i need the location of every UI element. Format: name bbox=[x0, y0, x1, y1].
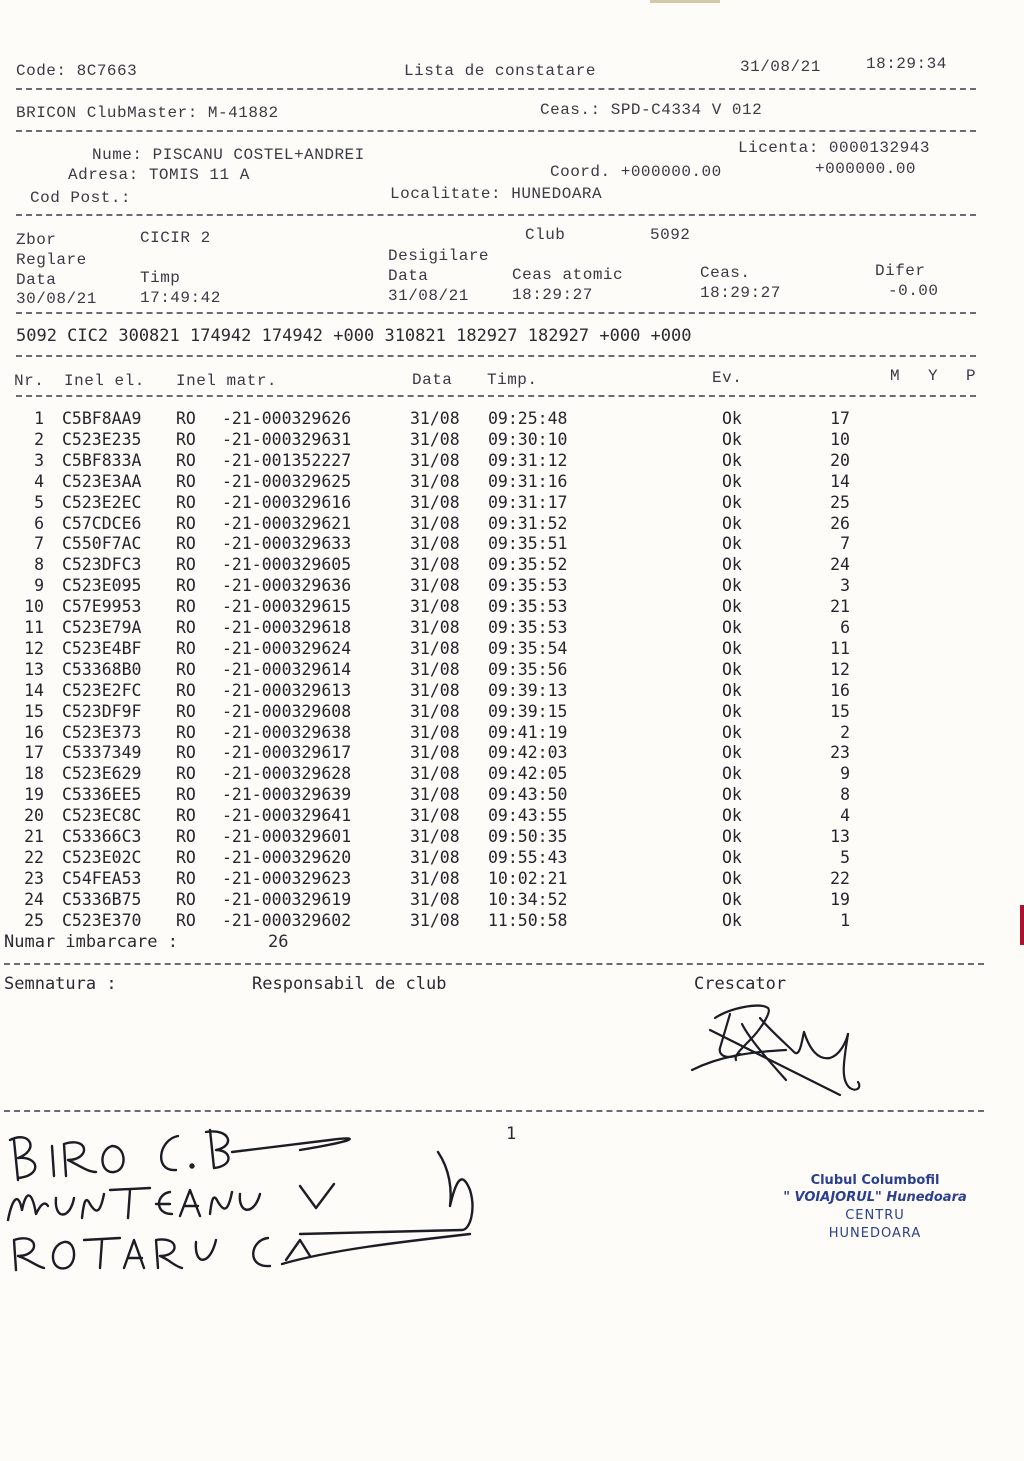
cell-timp: 09:31:12 bbox=[488, 450, 568, 470]
cell-timp: 09:43:55 bbox=[488, 806, 568, 826]
table-row bbox=[0, 555, 1024, 576]
cell-data: 31/08 bbox=[410, 409, 460, 428]
numar-imbarcare-label: Numar imbarcare : bbox=[4, 932, 178, 952]
cell-inel-el: C523E095 bbox=[62, 576, 142, 596]
cell-data: 31/08 bbox=[410, 680, 460, 700]
data-label-2: Data bbox=[388, 267, 429, 285]
cell-inel-el: C523E370 bbox=[62, 910, 142, 930]
cell-nr: 8 bbox=[34, 555, 44, 575]
cell-data: 31/08 bbox=[410, 534, 460, 554]
cell-country: RO bbox=[176, 764, 196, 784]
cell-ev: Ok bbox=[722, 889, 742, 909]
cell-ev: Ok bbox=[722, 847, 742, 867]
cell-timp: 09:42:03 bbox=[488, 743, 568, 763]
cell-ev: Ok bbox=[722, 868, 742, 888]
table-row bbox=[0, 702, 1024, 723]
cell-data: 31/08 bbox=[410, 492, 460, 512]
cell-inel-matr: -21-000329621 bbox=[222, 513, 352, 533]
cell-data: 31/08 bbox=[410, 450, 460, 470]
cell-data: 31/08 bbox=[410, 638, 460, 658]
cell-country: RO bbox=[176, 910, 196, 930]
table-row bbox=[0, 806, 1024, 827]
cell-country: RO bbox=[176, 806, 196, 826]
cell-ev: Ok bbox=[722, 513, 742, 533]
stamp-line-4: HUNEDOARA bbox=[828, 1226, 922, 1241]
cell-value: 4 bbox=[840, 806, 850, 826]
cell-country: RO bbox=[176, 450, 196, 470]
cell-inel-matr: -21-000329639 bbox=[222, 785, 352, 805]
ceas-label: Ceas.: SPD-C4334 V 012 bbox=[540, 101, 763, 119]
cell-inel-matr: -21-000329613 bbox=[222, 680, 352, 700]
cell-value: 10 bbox=[830, 429, 850, 449]
ceas-atomic-label: Ceas atomic bbox=[512, 266, 624, 284]
numar-imbarcare-value: 26 bbox=[268, 932, 289, 952]
cell-inel-matr: -21-000329616 bbox=[222, 492, 352, 512]
cell-nr: 18 bbox=[24, 764, 44, 784]
document-title: Lista de constatare bbox=[404, 62, 596, 80]
cell-ev: Ok bbox=[722, 597, 742, 617]
table-row bbox=[0, 514, 1024, 535]
cell-data: 31/08 bbox=[410, 701, 460, 721]
cell-timp: 09:31:52 bbox=[488, 513, 568, 533]
cell-inel-matr: -21-000329601 bbox=[222, 827, 352, 846]
cell-timp: 09:42:05 bbox=[488, 764, 568, 784]
owner-address: Adresa: TOMIS 11 A bbox=[68, 166, 250, 184]
crescator-label: Crescator bbox=[694, 974, 787, 994]
owner-coord-2: +000000.00 bbox=[815, 160, 917, 178]
stamp-line-2: " VOIAJORUL" Hunedoara bbox=[783, 1190, 967, 1205]
cell-inel-matr: -21-000329619 bbox=[222, 889, 352, 909]
cell-country: RO bbox=[176, 827, 196, 846]
cell-data: 31/08 bbox=[410, 785, 460, 805]
table-row bbox=[0, 764, 1024, 785]
col-inel-matr: Inel matr. bbox=[176, 372, 278, 390]
clubmaster-label: BRICON ClubMaster: M-41882 bbox=[16, 104, 279, 122]
cell-timp: 09:25:48 bbox=[488, 409, 568, 428]
cell-inel-el: C523E373 bbox=[62, 722, 142, 742]
desigilare-label: Desigilare bbox=[388, 247, 490, 265]
divider bbox=[16, 395, 976, 397]
cell-inel-matr: -21-000329617 bbox=[222, 743, 352, 763]
cell-nr: 21 bbox=[24, 827, 44, 846]
cell-timp: 09:31:17 bbox=[488, 492, 568, 512]
club-value: 5092 bbox=[650, 226, 691, 244]
cell-inel-el: C53368B0 bbox=[62, 659, 142, 679]
cell-value: 25 bbox=[830, 492, 850, 512]
cell-data: 31/08 bbox=[410, 868, 460, 888]
table-row bbox=[0, 597, 1024, 618]
cell-ev: Ok bbox=[722, 534, 742, 554]
cell-nr: 3 bbox=[34, 450, 44, 470]
cell-nr: 13 bbox=[24, 659, 44, 679]
cell-ev: Ok bbox=[722, 701, 742, 721]
cell-inel-el: C523DFC3 bbox=[62, 555, 142, 575]
cell-inel-matr: -21-000329641 bbox=[222, 806, 352, 826]
cell-country: RO bbox=[176, 889, 196, 909]
cell-inel-matr: -21-000329628 bbox=[222, 764, 352, 784]
cell-country: RO bbox=[176, 429, 196, 449]
paper-top-mark bbox=[650, 0, 720, 3]
cell-value: 3 bbox=[840, 576, 850, 596]
cell-country: RO bbox=[176, 680, 196, 700]
ceas-col-label: Ceas. bbox=[700, 264, 751, 282]
cell-nr: 23 bbox=[24, 868, 44, 888]
reglare-label: Reglare bbox=[16, 251, 87, 269]
col-ev: Ev. bbox=[712, 369, 743, 387]
cell-nr: 1 bbox=[34, 409, 44, 428]
responsabil-label: Responsabil de club bbox=[252, 974, 447, 994]
cell-inel-matr: -21-000329636 bbox=[222, 576, 352, 596]
cell-data: 31/08 bbox=[410, 597, 460, 617]
table-row bbox=[0, 869, 1024, 890]
cell-country: RO bbox=[176, 701, 196, 721]
col-inel-el: Inel el. bbox=[64, 372, 145, 390]
cell-inel-el: C523E235 bbox=[62, 429, 142, 449]
semnatura-label: Semnatura : bbox=[4, 974, 117, 994]
cell-value: 8 bbox=[840, 785, 850, 805]
cell-data: 31/08 bbox=[410, 555, 460, 575]
cell-nr: 11 bbox=[24, 618, 44, 637]
cell-nr: 17 bbox=[24, 743, 44, 763]
cell-country: RO bbox=[176, 847, 196, 867]
cell-inel-matr: -21-000329631 bbox=[222, 429, 352, 449]
cell-data: 31/08 bbox=[410, 618, 460, 637]
cell-ev: Ok bbox=[722, 785, 742, 805]
cell-ev: Ok bbox=[722, 618, 742, 637]
divider bbox=[16, 214, 976, 216]
club-stamp bbox=[745, 1172, 1005, 1243]
cell-data: 31/08 bbox=[410, 847, 460, 867]
cell-ev: Ok bbox=[722, 743, 742, 763]
cell-value: 6 bbox=[840, 618, 850, 637]
cell-ev: Ok bbox=[722, 722, 742, 742]
cell-data: 31/08 bbox=[410, 513, 460, 533]
cell-data: 31/08 bbox=[410, 743, 460, 763]
owner-coord: Coord. +000000.00 bbox=[550, 163, 722, 181]
cell-nr: 19 bbox=[24, 785, 44, 805]
cell-value: 22 bbox=[830, 868, 850, 888]
cell-inel-matr: -21-000329615 bbox=[222, 597, 352, 617]
col-m: M bbox=[890, 367, 901, 385]
cell-timp: 09:35:52 bbox=[488, 555, 568, 575]
cell-timp: 11:50:58 bbox=[488, 910, 568, 930]
desigilare-data: 31/08/21 bbox=[388, 287, 469, 305]
cell-value: 24 bbox=[830, 555, 850, 575]
cell-country: RO bbox=[176, 492, 196, 512]
cell-nr: 20 bbox=[24, 806, 44, 826]
table-row bbox=[0, 472, 1024, 493]
cell-country: RO bbox=[176, 785, 196, 805]
col-p: P bbox=[966, 367, 977, 385]
cell-inel-el: C523E02C bbox=[62, 847, 142, 867]
cell-country: RO bbox=[176, 471, 196, 491]
cell-timp: 09:35:53 bbox=[488, 597, 568, 617]
page-number: 1 bbox=[506, 1124, 517, 1144]
cell-value: 19 bbox=[830, 889, 850, 909]
cell-ev: Ok bbox=[722, 764, 742, 784]
cell-country: RO bbox=[176, 743, 196, 763]
cell-inel-el: C550F7AC bbox=[62, 534, 142, 554]
cell-nr: 10 bbox=[24, 597, 44, 617]
cell-value: 9 bbox=[840, 764, 850, 784]
col-nr: Nr. bbox=[14, 372, 45, 390]
table-row bbox=[0, 890, 1024, 911]
table-row bbox=[0, 848, 1024, 869]
reglare-data: 30/08/21 bbox=[16, 290, 97, 308]
difer-value: -0.00 bbox=[888, 282, 939, 300]
cell-value: 5 bbox=[840, 847, 850, 867]
cell-inel-el: C523E629 bbox=[62, 764, 142, 784]
cell-country: RO bbox=[176, 618, 196, 637]
cell-country: RO bbox=[176, 638, 196, 658]
cell-data: 31/08 bbox=[410, 722, 460, 742]
cell-timp: 09:30:10 bbox=[488, 429, 568, 449]
cell-nr: 5 bbox=[34, 492, 44, 512]
divider bbox=[16, 130, 976, 132]
table-row bbox=[0, 639, 1024, 660]
cell-inel-el: C54FEA53 bbox=[62, 868, 142, 888]
col-data: Data bbox=[412, 371, 453, 389]
cell-inel-matr: -21-000329620 bbox=[222, 847, 352, 867]
owner-locality: Localitate: HUNEDOARA bbox=[390, 185, 603, 203]
cell-inel-matr: -21-000329602 bbox=[222, 910, 352, 930]
club-label: Club bbox=[525, 226, 566, 244]
cell-nr: 25 bbox=[24, 910, 44, 930]
cell-country: RO bbox=[176, 659, 196, 679]
cell-data: 31/08 bbox=[410, 659, 460, 679]
cell-value: 21 bbox=[830, 597, 850, 617]
cell-country: RO bbox=[176, 722, 196, 742]
divider bbox=[16, 88, 976, 90]
table-row bbox=[0, 618, 1024, 639]
cell-inel-el: C523E4BF bbox=[62, 638, 142, 658]
cell-timp: 09:31:16 bbox=[488, 471, 568, 491]
cell-value: 17 bbox=[830, 409, 850, 428]
ceas-value: 18:29:27 bbox=[700, 284, 781, 302]
header-time: 18:29:34 bbox=[866, 55, 947, 73]
handwritten-names bbox=[0, 1110, 530, 1280]
cell-timp: 09:35:51 bbox=[488, 534, 568, 554]
table-row bbox=[0, 723, 1024, 744]
cell-country: RO bbox=[176, 513, 196, 533]
cell-nr: 16 bbox=[24, 722, 44, 742]
cell-inel-el: C57CDCE6 bbox=[62, 513, 142, 533]
cell-timp: 09:39:13 bbox=[488, 680, 568, 700]
header-date: 31/08/21 bbox=[740, 58, 821, 76]
col-y: Y bbox=[928, 367, 939, 385]
cell-nr: 14 bbox=[24, 680, 44, 700]
cell-country: RO bbox=[176, 597, 196, 617]
cell-timp: 09:35:53 bbox=[488, 618, 568, 637]
cell-data: 31/08 bbox=[410, 806, 460, 826]
cell-value: 2 bbox=[840, 722, 850, 742]
cell-inel-matr: -21-000329633 bbox=[222, 534, 352, 554]
cell-nr: 24 bbox=[24, 889, 44, 909]
cell-ev: Ok bbox=[722, 680, 742, 700]
cell-nr: 6 bbox=[34, 513, 44, 533]
cell-data: 31/08 bbox=[410, 889, 460, 909]
table-row bbox=[0, 743, 1024, 764]
owner-name: Nume: PISCANU COSTEL+ANDREI bbox=[92, 146, 365, 164]
cell-inel-el: C5336EE5 bbox=[62, 785, 142, 805]
cell-inel-matr: -21-001352227 bbox=[222, 450, 352, 470]
table-row bbox=[0, 681, 1024, 702]
cell-inel-el: C5336B75 bbox=[62, 889, 142, 909]
table-row bbox=[0, 451, 1024, 472]
cell-inel-matr: -21-000329608 bbox=[222, 701, 352, 721]
cell-value: 7 bbox=[840, 534, 850, 554]
cell-inel-el: C523E3AA bbox=[62, 471, 142, 491]
cell-country: RO bbox=[176, 409, 196, 428]
cell-inel-el: C5BF833A bbox=[62, 450, 142, 470]
cell-timp: 09:50:35 bbox=[488, 827, 568, 846]
cell-timp: 09:55:43 bbox=[488, 847, 568, 867]
cell-inel-matr: -21-000329626 bbox=[222, 409, 352, 428]
table-row bbox=[0, 576, 1024, 597]
zbor-value: CICIR 2 bbox=[140, 229, 211, 247]
cell-inel-el: C5337349 bbox=[62, 743, 142, 763]
cell-inel-el: C57E9953 bbox=[62, 597, 142, 617]
cell-inel-el: C523E79A bbox=[62, 618, 142, 637]
cell-country: RO bbox=[176, 555, 196, 575]
cell-inel-el: C53366C3 bbox=[62, 827, 142, 846]
cell-ev: Ok bbox=[722, 471, 742, 491]
table-row bbox=[0, 493, 1024, 514]
table-row bbox=[0, 534, 1024, 555]
cell-nr: 7 bbox=[34, 534, 44, 554]
cell-nr: 9 bbox=[34, 576, 44, 596]
cell-value: 13 bbox=[830, 827, 850, 846]
table-row bbox=[0, 430, 1024, 451]
zbor-label: Zbor bbox=[16, 231, 57, 249]
cell-timp: 09:41:19 bbox=[488, 722, 568, 742]
cell-value: 1 bbox=[840, 910, 850, 930]
cell-nr: 12 bbox=[24, 638, 44, 658]
cell-country: RO bbox=[176, 576, 196, 596]
cell-timp: 09:35:53 bbox=[488, 576, 568, 596]
divider bbox=[4, 963, 984, 965]
cell-value: 12 bbox=[830, 659, 850, 679]
reglare-timp: 17:49:42 bbox=[140, 289, 221, 307]
cell-country: RO bbox=[176, 534, 196, 554]
cell-inel-el: C523E2FC bbox=[62, 680, 142, 700]
cell-nr: 15 bbox=[24, 701, 44, 721]
table-row bbox=[0, 409, 1024, 430]
summary-line: 5092 CIC2 300821 174942 174942 +000 310821 182927 182927 +000 +000 bbox=[16, 326, 692, 346]
cell-data: 31/08 bbox=[410, 429, 460, 449]
table-row bbox=[0, 785, 1024, 806]
cell-nr: 2 bbox=[34, 429, 44, 449]
cell-timp: 09:35:54 bbox=[488, 638, 568, 658]
cell-inel-matr: -21-000329625 bbox=[222, 471, 352, 491]
cell-country: RO bbox=[176, 868, 196, 888]
divider bbox=[16, 355, 976, 357]
cell-inel-el: C5BF8AA9 bbox=[62, 409, 142, 428]
stamp-line-1: Clubul Columbofil bbox=[810, 1173, 940, 1188]
cell-inel-el: C523DF9F bbox=[62, 701, 142, 721]
cell-nr: 4 bbox=[34, 471, 44, 491]
owner-postcode: Cod Post.: bbox=[30, 189, 132, 207]
cell-data: 31/08 bbox=[410, 576, 460, 596]
cell-data: 31/08 bbox=[410, 471, 460, 491]
cell-value: 16 bbox=[830, 680, 850, 700]
cell-inel-matr: -21-000329638 bbox=[222, 722, 352, 742]
code-label: Code: 8C7663 bbox=[16, 62, 138, 80]
table-row bbox=[0, 660, 1024, 681]
cell-value: 20 bbox=[830, 450, 850, 470]
cell-inel-matr: -21-000329618 bbox=[222, 618, 352, 637]
cell-data: 31/08 bbox=[410, 827, 460, 846]
cell-ev: Ok bbox=[722, 638, 742, 658]
cell-inel-matr: -21-000329623 bbox=[222, 868, 352, 888]
table-row bbox=[0, 911, 1024, 932]
cell-data: 31/08 bbox=[410, 910, 460, 930]
difer-label: Difer bbox=[875, 262, 926, 280]
cell-ev: Ok bbox=[722, 806, 742, 826]
cell-value: 11 bbox=[830, 638, 850, 658]
cell-inel-matr: -21-000329605 bbox=[222, 555, 352, 575]
signature bbox=[690, 1000, 870, 1105]
cell-value: 23 bbox=[830, 743, 850, 763]
cell-nr: 22 bbox=[24, 847, 44, 867]
table-row bbox=[0, 827, 1024, 848]
owner-license: Licenta: 0000132943 bbox=[738, 139, 930, 157]
cell-ev: Ok bbox=[722, 576, 742, 596]
cell-timp: 10:02:21 bbox=[488, 868, 568, 888]
cell-timp: 09:39:15 bbox=[488, 701, 568, 721]
cell-ev: Ok bbox=[722, 910, 742, 930]
cell-timp: 10:34:52 bbox=[488, 889, 568, 909]
cell-data: 31/08 bbox=[410, 764, 460, 784]
stamp-line-3: CENTRU bbox=[845, 1208, 905, 1223]
cell-ev: Ok bbox=[722, 429, 742, 449]
cell-value: 15 bbox=[830, 701, 850, 721]
cell-timp: 09:35:56 bbox=[488, 659, 568, 679]
cell-ev: Ok bbox=[722, 659, 742, 679]
cell-inel-matr: -21-000329614 bbox=[222, 659, 352, 679]
timp-label: Timp bbox=[140, 269, 181, 287]
cell-ev: Ok bbox=[722, 409, 742, 428]
cell-inel-el: C523E2EC bbox=[62, 492, 142, 512]
ceas-atomic-value: 18:29:27 bbox=[512, 286, 593, 304]
cell-value: 26 bbox=[830, 513, 850, 533]
col-timp: Timp. bbox=[487, 371, 538, 389]
cell-value: 14 bbox=[830, 471, 850, 491]
cell-ev: Ok bbox=[722, 827, 742, 846]
cell-ev: Ok bbox=[722, 450, 742, 470]
cell-timp: 09:43:50 bbox=[488, 785, 568, 805]
data-label-1: Data bbox=[16, 271, 57, 289]
cell-ev: Ok bbox=[722, 492, 742, 512]
cell-inel-el: C523EC8C bbox=[62, 806, 142, 826]
divider bbox=[16, 312, 976, 314]
cell-ev: Ok bbox=[722, 555, 742, 575]
cell-inel-matr: -21-000329624 bbox=[222, 638, 352, 658]
